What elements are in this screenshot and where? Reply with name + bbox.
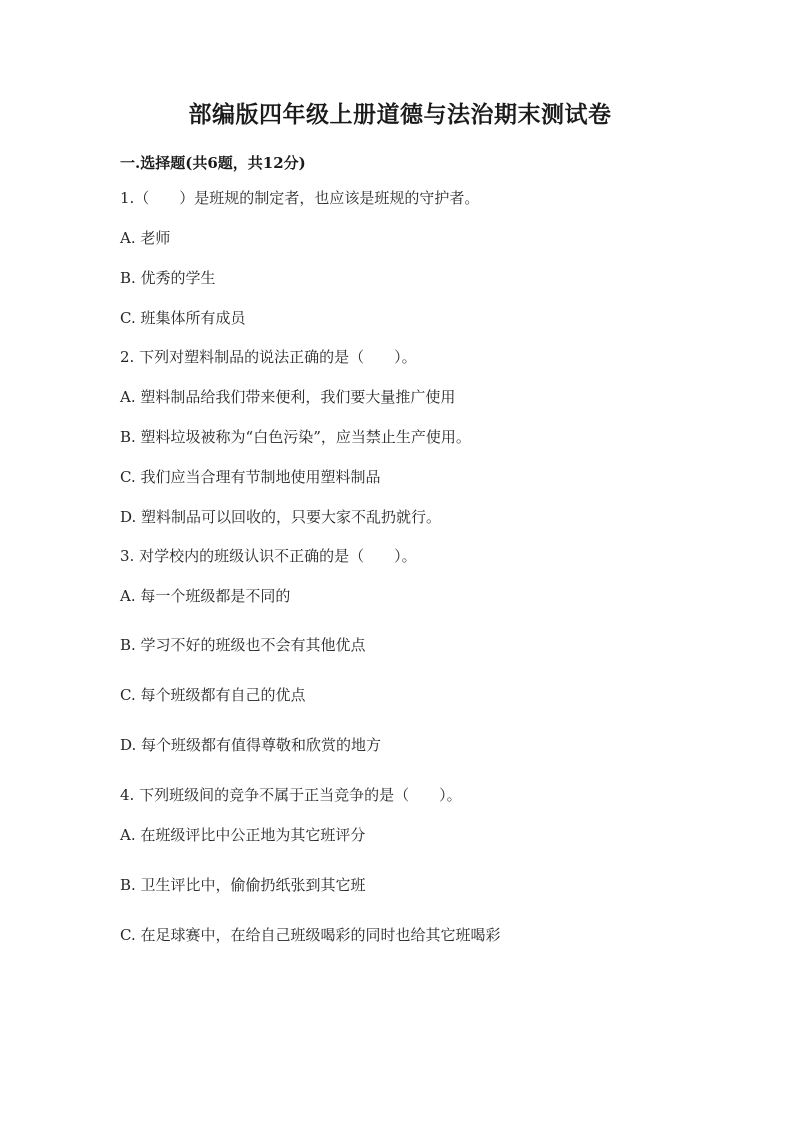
option-b: B. 优秀的学生 (120, 269, 216, 287)
question-stem: 1.（ ）是班规的制定者，也应该是班规的守护者。 (120, 189, 480, 207)
option-a: A. 每一个班级都是不同的 (120, 587, 291, 605)
option-b: B. 学习不好的班级也不会有其他优点 (120, 636, 366, 654)
option-b: B. 卫生评比中，偷偷扔纸张到其它班 (120, 876, 366, 894)
option-d: D. 塑料制品可以回收的，只要大家不乱扔就行。 (120, 508, 442, 526)
option-c: C. 班集体所有成员 (120, 309, 246, 327)
option-c: C. 我们应当合理有节制地使用塑料制品 (120, 468, 381, 486)
option-a: A. 在班级评比中公正地为其它班评分 (120, 826, 366, 844)
page-title: 部编版四年级上册道德与法治期末测试卷 (188, 101, 612, 128)
question-stem: 4. 下列班级间的竞争不属于正当竞争的是（ ）。 (120, 786, 462, 804)
question-stem: 3. 对学校内的班级认识不正确的是（ ）。 (120, 547, 417, 565)
option-d: D. 每个班级都有值得尊敬和欣赏的地方 (120, 736, 382, 754)
option-a: A. 塑料制品给我们带来便利，我们要大量推广使用 (120, 388, 456, 406)
section-heading: 一.选择题(共6题，共12分) (120, 154, 306, 172)
question-stem: 2. 下列对塑料制品的说法正确的是（ ）。 (120, 348, 417, 366)
option-b: B. 塑料垃圾被称为“白色污染”，应当禁止生产使用。 (120, 428, 471, 446)
option-c: C. 每个班级都有自己的优点 (120, 686, 306, 704)
option-a: A. 老师 (120, 229, 171, 247)
option-c: C. 在足球赛中，在给自己班级喝彩的同时也给其它班喝彩 (120, 926, 501, 944)
